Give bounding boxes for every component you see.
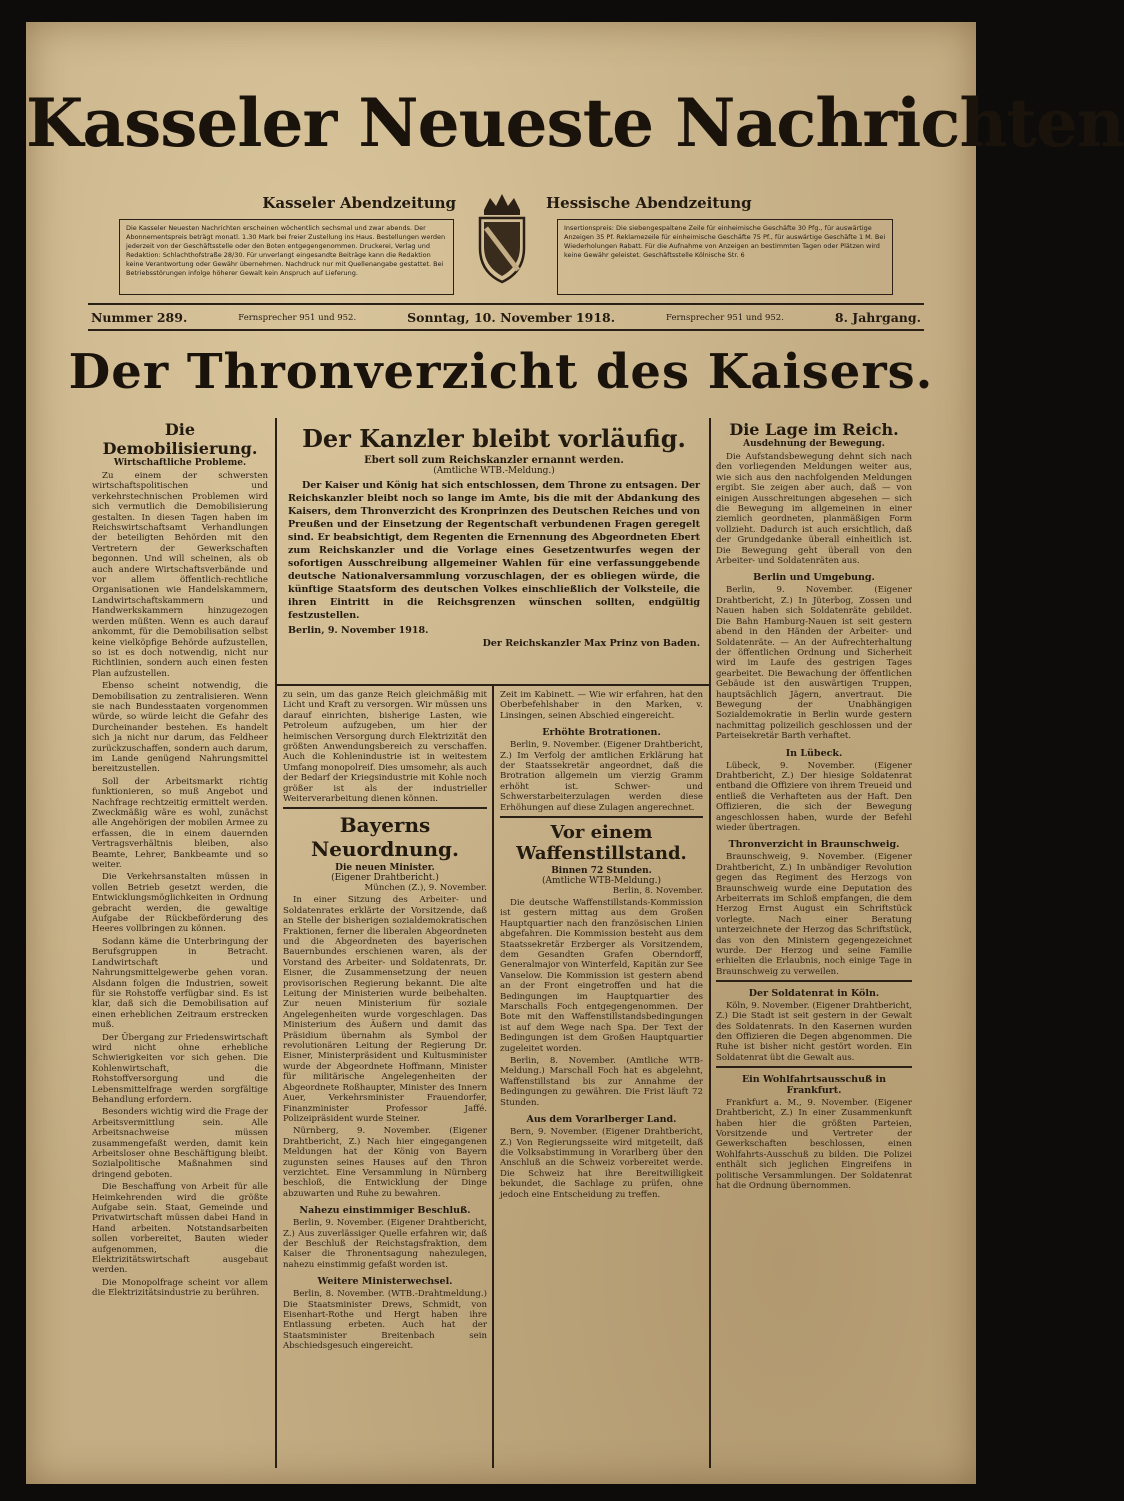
subscription-info-box: Die Kasseler Neuesten Nachrichten erscheinen wöchentlich sechsmal und zwar abends. Der Abonnementspreis beträgt monatl. 1.30 Mark bei freier Zustellung ins Haus. Bestellungen werden jederzeit von der Geschäftsstelle oder den Boten entgegengenommen. Druckerei, Verlag und Redaktion: Schlachthofstraße 28/30. Für unverlangt eingesandte Beiträge kann die Redaktion keine Verantwortung oder Gewähr übernehmen. Nachdruck nur mit Quellenangabe gestattet. Bei Betriebsstörungen infolge höherer Gewalt kein Anspruch auf Lieferung. [119, 219, 454, 295]
section-body [283, 1218, 487, 1270]
article-body [288, 479, 700, 650]
coat-of-arms-icon [474, 192, 530, 284]
paragraph: Bern, 9. November. (Eigener Drahtbericht, Z.) Von Regierungsseite wird mitgeteilt, daß die Volksabstimmung in Vorarlberg über den Anschluß an die Schweiz vorbereitet werde. Die Schweiz hat ihre Bereitwilligkeit bekundet, die Sachlage zu prüfen, ohne jedoch eine Entscheidung zu treffen. [500, 1127, 703, 1200]
paragraph: Berlin, 9. November. (Eigener Drahtbericht, Z.) In Jüterbog, Zossen und Nauen haben sich Soldatenräte gebildet. Die Bahn Hamburg-Nauen ist seit gestern abend in den Händen der Arbeiter- und Soldatenräte. — An der Aufrechterhaltung der öffentlichen Ordnung und Sicherheit wird im Laufe des gestrigen Tages gearbeitet. Die Bewachung der öffentlichen Gebäude ist den auswärtigen Truppen, hauptsächlich Jägern, anvertraut. Die Bewegung der Unabhängigen Sozialdemokratie in Berlin wurde gestern nachmittag polizeilich geschlossen und der Parteisekretär Barth verhaftet. [716, 585, 912, 742]
article-subtitle: Binnen 72 Stunden. [551, 865, 652, 876]
section-title: In Lübeck. [785, 747, 843, 759]
dateline-bar [91, 310, 921, 325]
phone-right: Fernsprecher 951 und 952. [666, 312, 784, 323]
section-body [500, 740, 703, 813]
section-title: Der Soldatenrat in Köln. [748, 987, 880, 999]
column-rule [709, 418, 711, 1468]
section-body [716, 1001, 912, 1063]
paragraph: Soll der Arbeitsmarkt richtig funktionieren, so muß Angebot und Nachfrage rechtzeitig ermittelt werden. Zweckmäßig wäre es wohl, zunächst alle Angehörigen der mobilen Armee zu erfassen, die in einem dauernden Vertragsverhältnis bleiben, also Beamte, Lehrer, Bankbeamte und so weiter. [92, 776, 268, 871]
section-body [283, 1289, 487, 1351]
article-title: Vor einem Waffenstillstand. [516, 821, 687, 864]
section-title: Berlin und Umgebung. [753, 572, 875, 584]
paragraph: Der Kaiser und König hat sich entschlossen, dem Throne zu entsagen. Der Reichskanzler bleibt noch so lange im Amte, bis die mit der Abdankung des Kaisers, dem Thronverzicht des Kronprinzen des Deutschen Reiches und von Preußen und der Einsetzung der Regentschaft verbundenen Fragen geregelt sind. Er beabsichtigt, dem Regenten die Ernennung des Abgeordneten Ebert zum Reichskanzler und die Vorlage eines Gesetzentwurfes wegen der sofortigen Ausschreibung allgemeiner Wahlen für eine verfassunggebende deutsche Nationalversammlung vorzuschlagen, der es obliegen würde, die künftige Staatsform des deutschen Volkes einschließlich der Volksteile, die ihren Eintritt in die Reichsgrenzen wünschen sollten, endgültig festzustellen. [288, 480, 700, 621]
paragraph: Sodann käme die Unterbringung der Berufsgruppen in Betracht. Landwirtschaft und Nahrungsmittelgewerbe gehen voran. Alsdann folgen die Industrien, soweit für sie Rohstoffe verfügbar sind. Es ist klar, daß sich die Demobilisation auf einen erheblichen Zeitraum erstrecken muß. [92, 936, 268, 1031]
section-rule [276, 684, 709, 686]
article-title: Die Demobilisierung. [102, 420, 258, 458]
main-headline: Der Thronverzicht des Kaisers. [68, 344, 934, 400]
paragraph: Die Verkehrsanstalten müssen in vollen Betrieb gesetzt werden, die Entwicklungsmöglichkeiten in Ordnung gebracht werden, die gewaltige Aufgabe der Rückbeförderung des Heeres vollbringen zu können. [92, 872, 268, 935]
paragraph: Lübeck, 9. November. (Eigener Drahtbericht, Z.) Der hiesige Soldatenrat entband die Offiziere von ihrem Treueid und entließ die Verhafteten aus der Haft. Den Offizieren, die sich der Bewegung angeschlossen haben, wurde der Befehl wieder übertragen. [716, 760, 912, 833]
paragraph: zu sein, um das ganze Reich gleichmäßig mit Licht und Kraft zu versorgen. Wir müssen uns darauf einrichten, bisherige Lasten, wie Petroleum aufzugeben, um hier der heimischen Versorgung durch Elektrizität den größten Anwendungsbereich zu verschaffen. Auch die Kohlenindustrie ist in weitestem Umfang monopolreif. Dies umsomehr, als auch der Bedarf der Kriegsindustrie mit Kohle noch größer ist als der industrieller Weiterverarbeitung dienen können. [283, 690, 487, 805]
continued-text [500, 690, 703, 721]
paragraph: Die Aufstandsbewegung dehnt sich nach den vorliegenden Meldungen weiter aus, wie sich aus den nachfolgenden Meldungen ergibt. Sie zeigen aber auch, daß — von einigen Ausschreitungen abgesehen — sich die Bewegung im allgemeinen in einer ziemlich geordneten, planmäßigen Form vollzieht. Dadurch ist auch ersichtlich, daß der Grundgedanke überall einheitlich ist. Die Bewegung geht überall von den Arbeiter- und Soldatenräten aus. [716, 452, 912, 567]
paragraph: Zu einem der schwersten wirtschaftspolitischen und verkehrstechnischen Problemen wird sich vermutlich die Demobilisierung gestalten. In diesen Tagen haben im Reichswirtschaftsamt Verhandlungen der beteiligten Behörden mit den Vertretern der Gewerkschaften begonnen. Und will scheinen, als ob auch andere Wirtschaftsverbände und vor allem öffentlich-rechtliche Organisationen wie Handelskammern, Landwirtschaftskammern und Handwerkskammern hinzugezogen werden müßten. Wenn es auch darauf ankommt, für die Demobilisation selbst keine vielköpfige Behörde aufzustellen, so ist es doch notwendig, nicht nur Richtlinien, sondern auch einen festen Plan aufzustellen. [92, 471, 268, 679]
section-title: Aus dem Vorarlberger Land. [526, 1114, 677, 1126]
section-rule [500, 816, 703, 818]
masthead-title: Kasseler Neueste Nachrichten [26, 84, 1124, 162]
paragraph: Berlin, 9. November. (Eigener Drahtbericht, Z.) Im Verfolg der amtlichen Erklärung hat der Staatssekretär angeordnet, daß die Brotration allgemein um vierzig Gramm erhöht ist. Schwer- und Schwerstarbeiterzulagen werden diese Erhöhungen auf diese Zulagen angerechnet. [500, 740, 703, 813]
chancellor-article [288, 420, 700, 680]
paragraph: Die Beschaffung von Arbeit für alle Heimkehrenden wird die größte Aufgabe sein. Staat, Gemeinde und Privatwirtschaft müssen dabei Hand in Hand arbeiten. Notstandsarbeiten sollen vorbereitet, Bauten wieder aufgenommen, die Elektrizitätswirtschaft ausgebaut werden. [92, 1182, 268, 1276]
article-dateline: München (Z.), 9. November. [364, 882, 487, 893]
section-title: Erhöhte Brotrationen. [542, 727, 661, 739]
article-body [500, 886, 703, 1109]
section-rule [283, 807, 487, 809]
section-title: Weitere Ministerwechsel. [317, 1276, 453, 1288]
masthead-subtitle-right: Hessische Abendzeitung [546, 194, 752, 212]
article-subtitle: Ausdehnung der Bewegung. [743, 439, 885, 449]
center-right-column [500, 690, 703, 1470]
article-dateline: Berlin, 9. November 1918. [288, 625, 429, 636]
section-title: Ein Wohlfahrtsausschuß in Frankfurt. [741, 1073, 887, 1096]
section-rule [716, 980, 912, 982]
paragraph: In einer Sitzung des Arbeiter- und Soldatenrates erklärte der Vorsitzende, daß an Stelle der bisherigen sozialdemokratischen Fraktionen, ferner die liberalen Abgeordneten und die Abgeordneten des bayerischen Bauernbundes erschienen waren, als der Vorstand des Arbeiter- und Soldatenrats, Dr. Eisner, die Zusammensetzung der neuen provisorischen Regierung bekannt. Die alte Leitung der Ministerien wurde beibehalten. Zur neuen Ministerium für soziale Angelegenheiten wurde vorgeschlagen. Das Ministerium des Äußern und damit das Präsidium übernahm als Symbol der revolutionären Leitung der Regierung Dr. Eisner, Ministerpräsident und Kultusminister wurde der Abgeordnete Hoffmann, Minister für militärische Angelegenheiten der Abgeordnete Roßhaupter, Minister des Innern Auer, Verkehrsminister Frauendorfer, Finanzminister Professor Jaffé. Polizeipräsident wurde Steiner. [283, 895, 487, 1124]
right-column [716, 420, 912, 1470]
paragraph: Berlin, 8. November. (Amtliche WTB-Meldung.) Marschall Foch hat es abgelehnt, Waffenstillstand bis zur Annahme der Bedingungen zu gewähren. Die Frist läuft 72 Stunden. [500, 1056, 703, 1108]
paragraph: Nürnberg, 9. November. (Eigener Drahtbericht, Z.) Nach hier eingegangenen Meldungen hat der König von Bayern zugunsten seines Hauses auf den Thron verzichtet. Eine Versammlung in Nürnberg beschloß, die Entwicklung der Dinge abzuwarten und Ruhe zu bewahren. [283, 1126, 487, 1199]
paragraph: Braunschweig, 9. November. (Eigener Drahtbericht, Z.) In unbändiger Revolution gegen das Regiment des Herzogs von Braunschweig wurde eine Deputation des Arbeiterrats im Schloß empfangen, die dem Herzog Ernst August ein Schriftstück vorlegte. Nach einer Beratung unterzeichnete der Herzog das Schriftstück, das von den Ministern gegengezeichnet wurde. Der Herzog und seine Familie erhielten die Erlaubnis, noch einige Tage in Braunschweig zu verweilen. [716, 852, 912, 977]
center-left-column [283, 690, 487, 1470]
masthead-subtitle-left: Kasseler Abendzeitung [262, 194, 456, 212]
section-body [716, 1098, 912, 1192]
section-title: Thronverzicht in Braunschweig. [728, 839, 900, 851]
paragraph: Berlin, 8. November. (WTB.-Drahtmeldung.) Die Staatsminister Drews, Schmidt, von Eisenhart-Rothe und Hergt haben ihre Entlassung erbeten. Auch hat der Staatsminister Breitenbach sein Abschiedsgesuch eingereicht. [283, 1289, 487, 1352]
article-title: Bayerns Neuordnung. [311, 812, 459, 861]
section-rule [716, 1066, 912, 1068]
article-body [92, 471, 268, 1299]
article-subtitle: Wirtschaftliche Probleme. [113, 458, 247, 468]
column-rule [275, 418, 277, 1468]
paragraph: Frankfurt a. M., 9. November. (Eigener Drahtbericht, Z.) In einer Zusammenkunft haben hier die größten Parteien, Vorsitzende und Vertreter der Gewerkschaften beschlossen, einen Wohlfahrts-Ausschuß zu bilden. Die Polizei enthält sich jeglichen Eingreifens in politische Versammlungen. Der Soldatenrat hat die Ordnung übernommen. [716, 1097, 912, 1191]
paragraph: Besonders wichtig wird die Frage der Arbeitsvermittlung sein. Alle Arbeitsnachweise müssen zusammengefaßt werden, damit kein Arbeitsloser ohne Beschäftigung bleibt. Sozialpolitische Maßnahmen sind dringend geboten. [92, 1107, 268, 1180]
article-title: Die Lage im Reich. [729, 420, 899, 439]
section-body [500, 1127, 703, 1200]
article-body [283, 883, 487, 1199]
phone-left: Fernsprecher 951 und 952. [238, 312, 357, 323]
bottom-rule [88, 329, 924, 331]
column-rule [492, 685, 494, 1468]
paragraph: Berlin, 9. November. (Eigener Drahtbericht, Z.) Aus zuverlässiger Quelle erfahren wir, daß der Beschluß der Reichstagsfraktion, dem Kaiser die Thronentsagung nahezulegen, nahezu einstimmig gefaßt worden ist. [283, 1218, 487, 1270]
article-signature: Der Reichskanzler Max Prinz von Baden. [482, 638, 700, 649]
paragraph: Zeit im Kabinett. — Wie wir erfahren, hat den Oberbefehlshaber in den Marken, v. Linsingen, seinen Abschied eingereicht. [500, 690, 703, 721]
issue-number: Nummer 289. [91, 310, 188, 325]
article-note: (Amtliche WTB.-Meldung.) [433, 466, 555, 476]
article-title: Der Kanzler bleibt vorläufig. [302, 424, 686, 453]
continued-text [283, 690, 487, 804]
advertising-info-box: Insertionspreis: Die siebengespaltene Zeile für einheimische Geschäfte 30 Pfg., für auswärtige Anzeigen 35 Pf. Reklamezeile für einheimische Geschäfte 75 Pf., für auswärtige Geschäfte 1 M. Bei Wiederholungen Rabatt. Für die Aufnahme von Anzeigen an bestimmten Tagen oder Plätzen wird keine Gewähr geleistet. Geschäftsstelle Kölnische Str. 6 [557, 219, 893, 295]
paragraph: Ebenso scheint notwendig, die Demobilisation zu zentralisieren. Wenn sie nach Bundesstaaten vorgenommen würde, so würde leicht die Gefahr des Durcheinander bestehen. Es handelt sich ja nicht nur darum, das Feldheer zurückzuschaffen, sondern auch darum, im Lande genügend Nahrungsmittel bereitzustellen. [92, 681, 268, 775]
section-title: Nahezu einstimmiger Beschluß. [299, 1205, 471, 1217]
left-column [92, 420, 268, 1470]
issue-date: Sonntag, 10. November 1918. [407, 310, 616, 325]
article-subtitle: Ebert soll zum Reichskanzler ernannt werden. [364, 455, 624, 466]
paragraph: Der Übergang zur Friedenswirtschaft wird nicht ohne erhebliche Schwierigkeiten vor sich gehen. Die Kohlenwirtschaft, die Rohstoffversorgung und die Lebensmittelfrage werden sorgfältige Behandlung erfordern. [92, 1032, 268, 1105]
section-body [716, 585, 912, 741]
volume-year: 8. Jahrgang. [834, 310, 921, 325]
article-dateline: Berlin, 8. November. [612, 885, 703, 896]
paragraph: Die Monopolfrage scheint vor allem die Elektrizitätsindustrie zu berühren. [92, 1277, 268, 1299]
section-body [716, 852, 912, 977]
article-subtitle: Die neuen Minister. [335, 862, 435, 873]
paragraph: Köln, 9. November. (Eigener Drahtbericht, Z.) Die Stadt ist seit gestern in der Gewalt des Soldatenrats. In den Kasernen wurden den Offizieren die Degen abgenommen. Die Ruhe ist bisher nicht gestört worden. Ein Soldatenrat übt die Gewalt aus. [716, 1000, 912, 1063]
section-body [716, 761, 912, 834]
article-note: (Amtliche WTB-Meldung.) [542, 875, 661, 886]
newspaper-page [26, 22, 1124, 1484]
paragraph: Die deutsche Waffenstillstands-Kommission ist gestern mittag aus dem Großen Hauptquartier nach den französischen Linien abgefahren. Die Kommission besteht aus dem Staatssekretär Erzberger als Vorsitzendem, dem Gesandten Grafen Oberndorff, Generalmajor von Winterfeld, Kapitän zur See Vanselow. Die Kommission ist gestern abend an der Front eingetroffen und hat die Bedingungen im Hauptquartier des Marschalls Foch entgegengenommen. Der Bote mit den Waffenstillstandsbedingungen ist auf dem Wege nach Spa. Der Text der Bedingungen ist dem Großen Hauptquartier zugeleitet worden. [500, 897, 703, 1054]
article-note: (Eigener Drahtbericht.) [331, 872, 439, 883]
top-rule [88, 303, 924, 305]
article-body [716, 452, 912, 566]
